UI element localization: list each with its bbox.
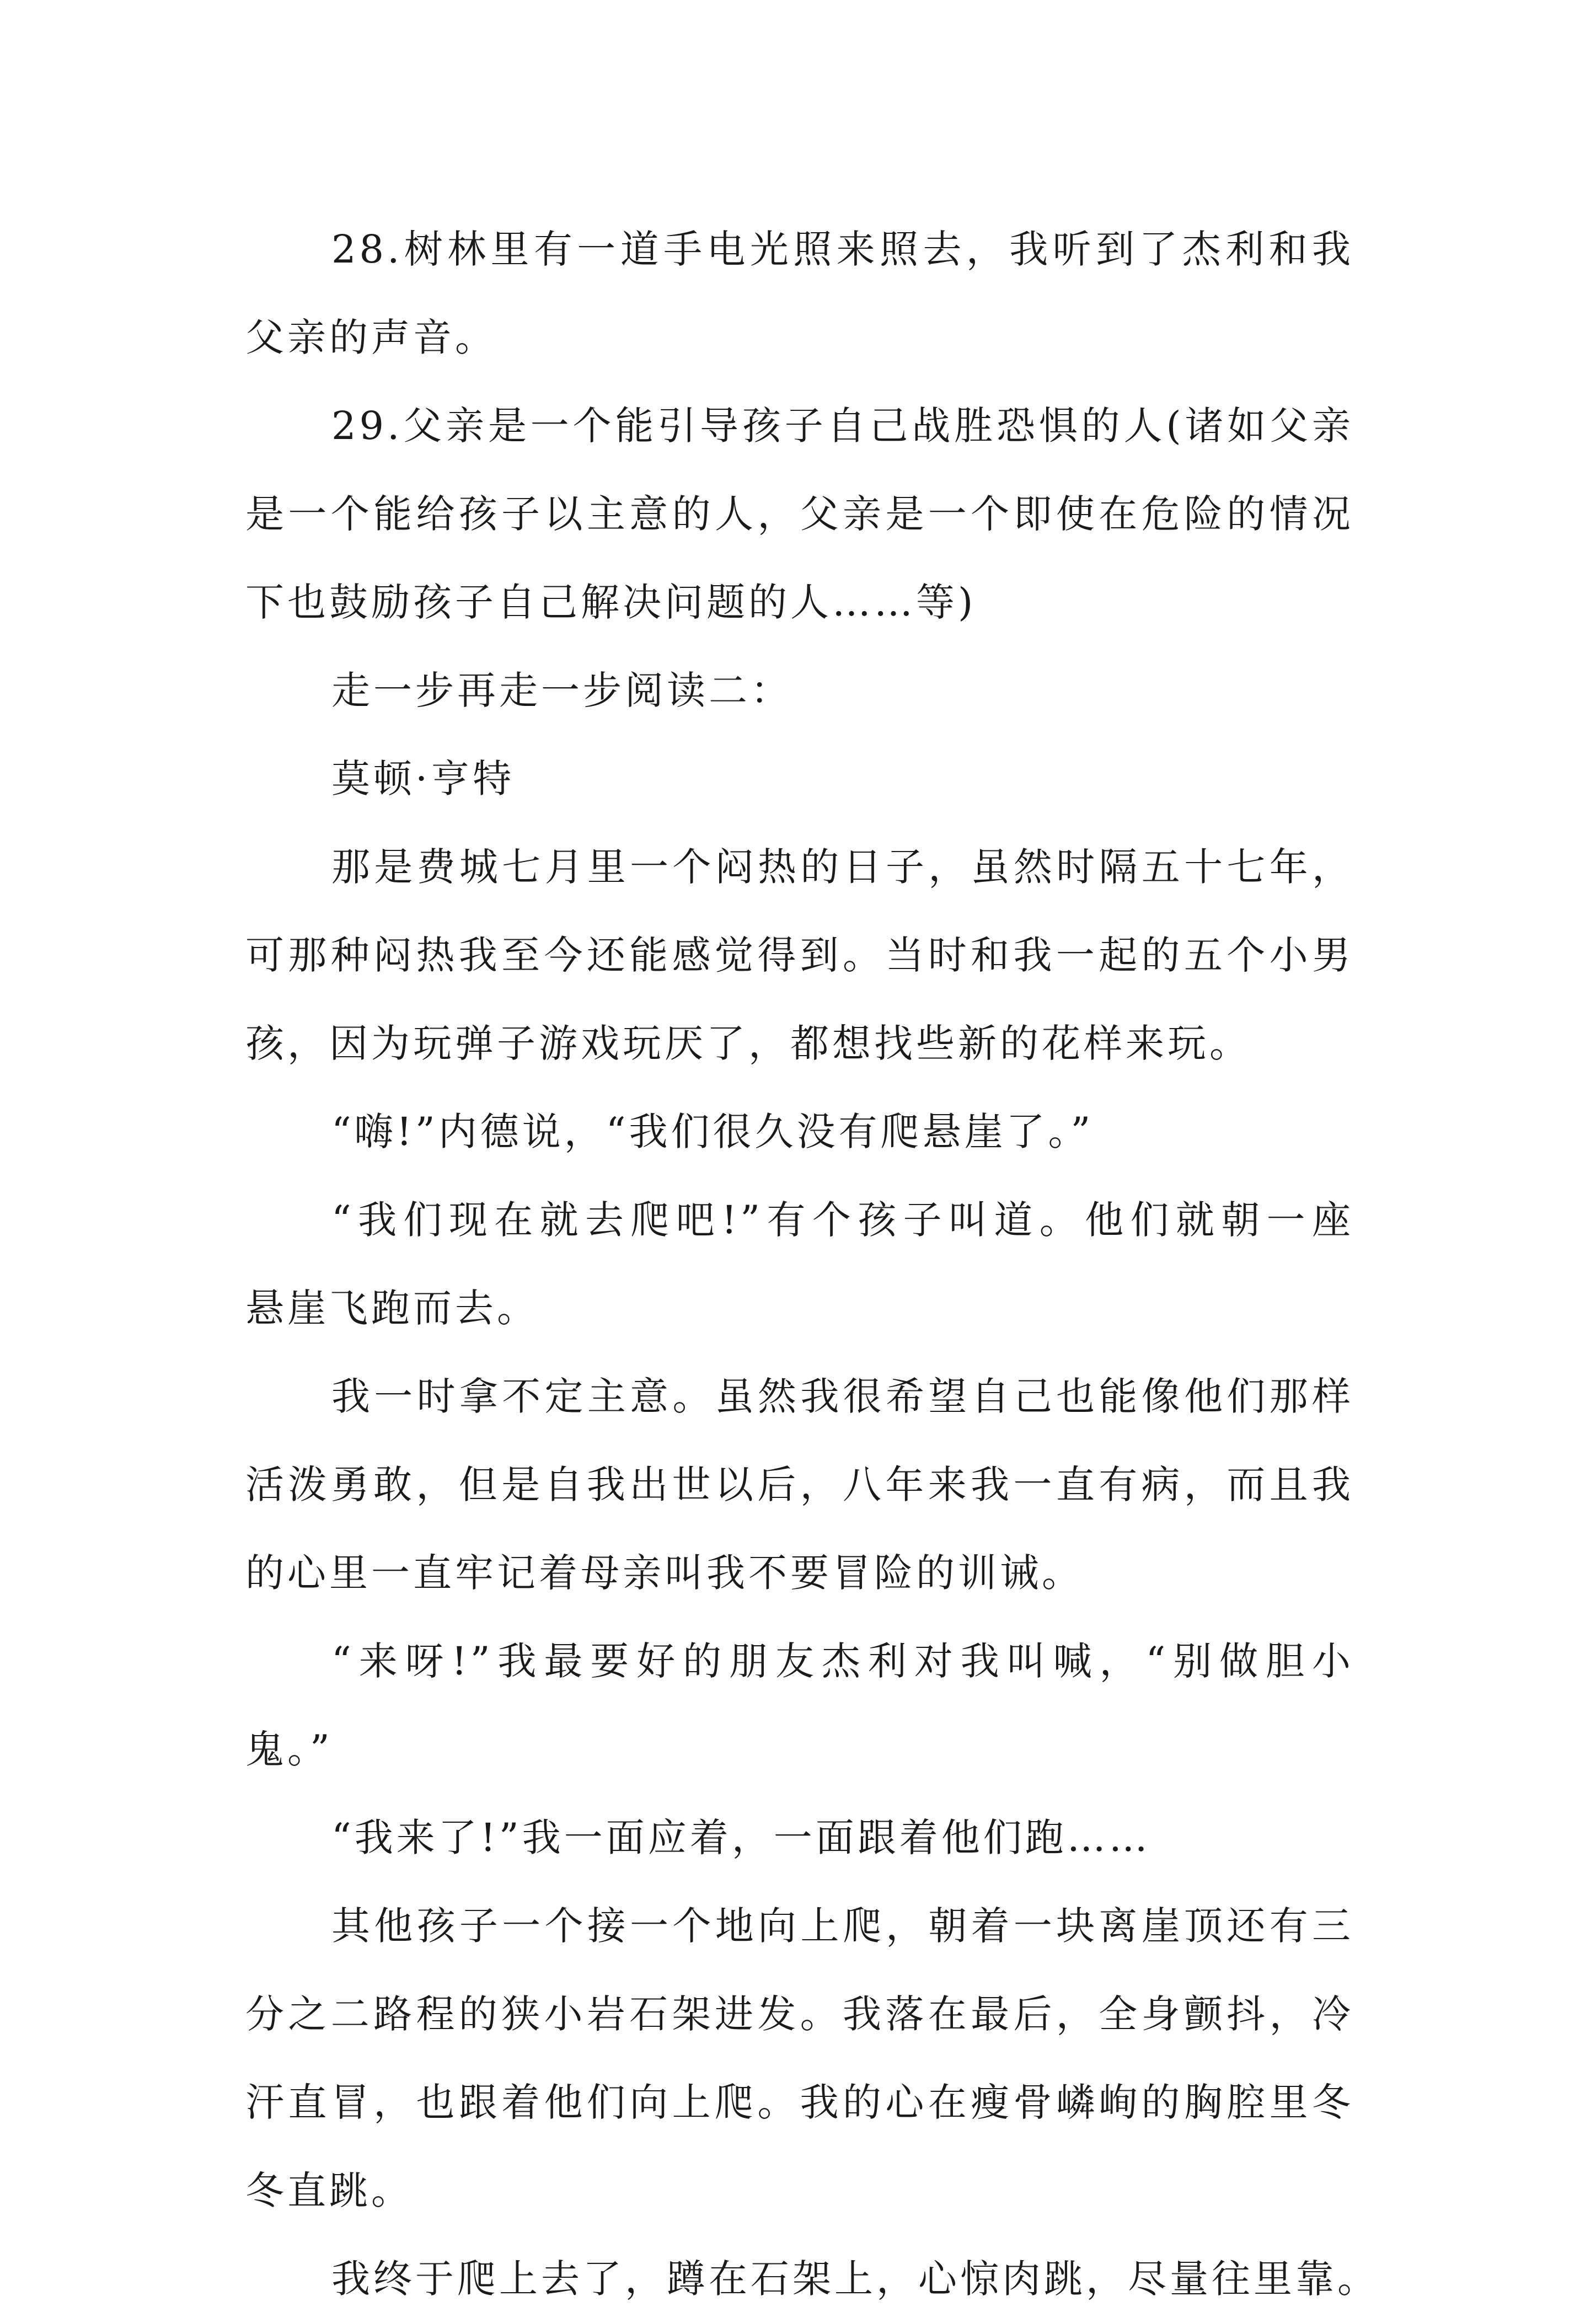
text-line: 莫顿·亨特 bbox=[331, 756, 515, 801]
text-line: 父亲的声音。 bbox=[245, 315, 497, 360]
text-line: 下也鼓励孩子自己解决问题的人……等) bbox=[245, 580, 977, 625]
text-line: 的心里一直牢记着母亲叫我不要冒险的训诫。 bbox=[245, 1550, 1084, 1596]
paragraph-story-7 bbox=[245, 1882, 1354, 2235]
text-line: 冬直跳。 bbox=[245, 2168, 413, 2213]
text-line: “来呀!”我最要好的朋友杰利对我叫喊，“别做胆小 bbox=[331, 1639, 1354, 1684]
text-line: 可那种闷热我至今还能感觉得到。当时和我一起的五个小男 bbox=[245, 933, 1354, 978]
section-heading bbox=[245, 646, 1354, 735]
text-line: 鬼。” bbox=[245, 1727, 333, 1772]
paragraph-story-4 bbox=[245, 1352, 1354, 1617]
paragraph-answer-28 bbox=[245, 205, 1354, 382]
paragraph-story-3 bbox=[245, 1176, 1354, 1352]
text-line: 那是费城七月里一个闷热的日子，虽然时隔五十七年， bbox=[331, 844, 1354, 890]
text-line: “我来了!”我一面应着，一面跟着他们跑…… bbox=[331, 1815, 1151, 1860]
paragraph-story-5 bbox=[245, 1617, 1354, 1794]
text-line: 分之二路程的狭小岩石架进发。我落在最后，全身颤抖，冷 bbox=[245, 1992, 1354, 2037]
text-line: 29.父亲是一个能引导孩子自己战胜恐惧的人(诸如父亲 bbox=[331, 403, 1354, 448]
paragraph-story-1 bbox=[245, 823, 1354, 1088]
text-line: 汗直冒，也跟着他们向上爬。我的心在瘦骨嶙峋的胸腔里冬 bbox=[245, 2080, 1354, 2125]
text-line: 其他孩子一个接一个地向上爬，朝着一块离崖顶还有三 bbox=[331, 1903, 1354, 1949]
text-line: 活泼勇敢，但是自我出世以后，八年来我一直有病，而且我 bbox=[245, 1462, 1354, 1507]
author-name bbox=[245, 735, 1354, 823]
text-line: 孩，因为玩弹子游戏玩厌了，都想找些新的花样来玩。 bbox=[245, 1021, 1251, 1066]
paragraph-answer-29 bbox=[245, 382, 1354, 646]
document-body bbox=[245, 205, 1379, 2323]
text-line: 悬崖飞跑而去。 bbox=[245, 1286, 539, 1331]
text-line: “嗨!”内德说，“我们很久没有爬悬崖了。” bbox=[331, 1109, 1094, 1154]
text-line: 走一步再走一步阅读二： bbox=[331, 668, 792, 713]
text-line: 我终于爬上去了，蹲在石架上，心惊肉跳，尽量往里靠。 bbox=[331, 2256, 1379, 2301]
paragraph-story-6 bbox=[245, 1794, 1354, 1882]
text-line: 是一个能给孩子以主意的人，父亲是一个即使在危险的情况 bbox=[245, 491, 1354, 537]
text-line: 28.树林里有一道手电光照来照去，我听到了杰利和我 bbox=[331, 227, 1354, 272]
paragraph-story-8 bbox=[245, 2235, 1379, 2323]
text-line: 我一时拿不定主意。虽然我很希望自己也能像他们那样 bbox=[331, 1374, 1354, 1419]
paragraph-story-2 bbox=[245, 1088, 1354, 1176]
text-line: “我们现在就去爬吧!”有个孩子叫道。他们就朝一座 bbox=[331, 1197, 1354, 1243]
